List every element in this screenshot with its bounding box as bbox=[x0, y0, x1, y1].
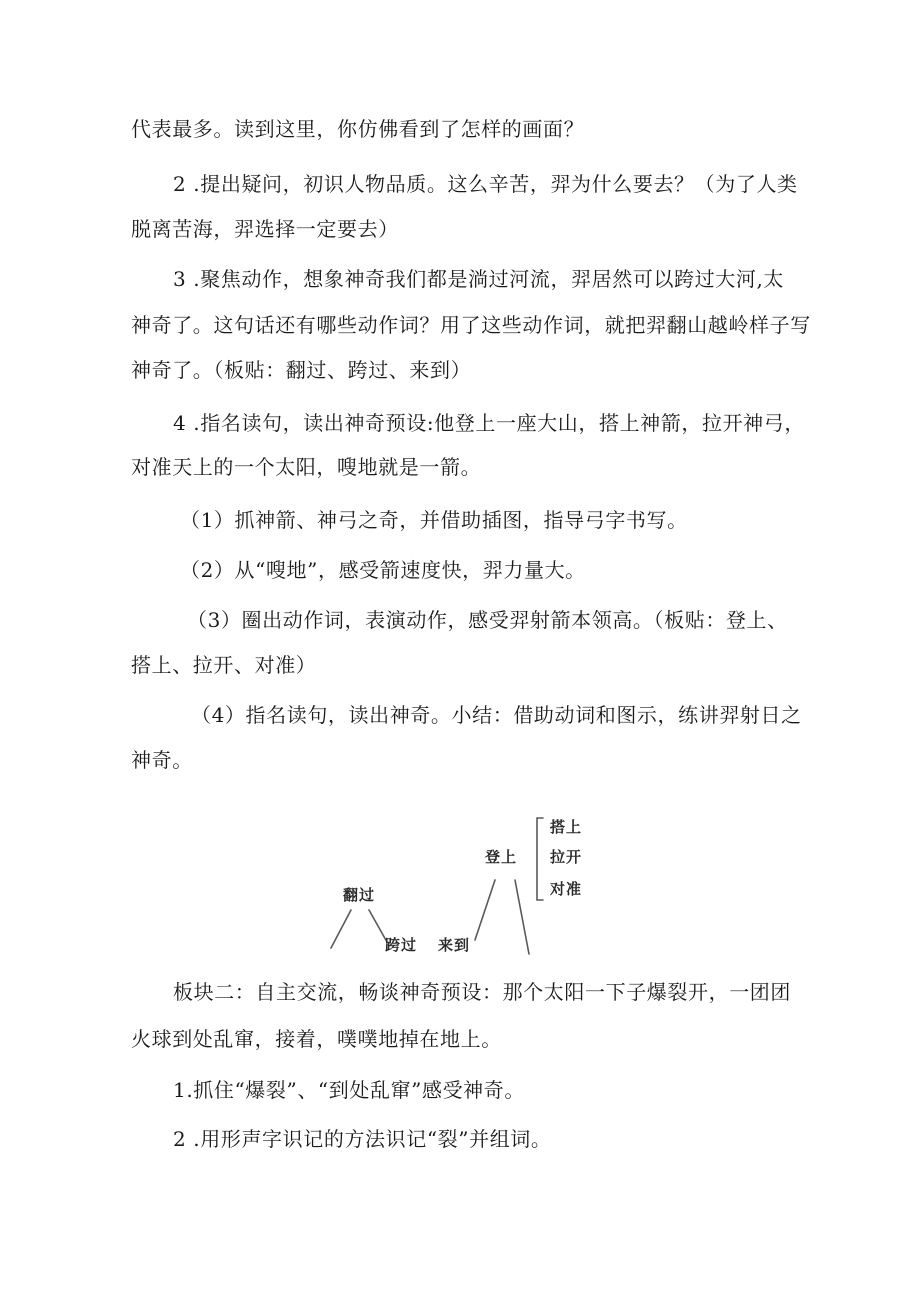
text-line-8: 对准天上的一个太阳，嗖地就是一箭。 bbox=[131, 455, 482, 479]
text-line-13: （4）指名读句，读出神奇。小结：借助动词和图示，练讲羿射日之 bbox=[191, 703, 802, 727]
diagram-label-duizhun: 对准 bbox=[550, 880, 583, 898]
text-line-14: 神奇。 bbox=[131, 748, 193, 772]
text-line-16: 火球到处乱窜，接着，噗噗地掉在地上。 bbox=[131, 1027, 502, 1051]
text-line-12: 搭上、拉开、对准） bbox=[131, 653, 317, 677]
diagram-stroke-left bbox=[331, 910, 351, 948]
board-diagram bbox=[325, 808, 605, 960]
text-line-10: （2）从“嗖地”，感受箭速度快，羿力量大。 bbox=[180, 558, 586, 582]
text-line-6: 神奇了。（板贴：翻过、跨过、来到） bbox=[131, 358, 472, 382]
diagram-label-kuaguo: 跨过 bbox=[385, 936, 418, 954]
text-line-1: 代表最多。读到这里，你仿佛看到了怎样的画面？ bbox=[131, 117, 585, 141]
diagram-label-laidao: 来到 bbox=[438, 936, 471, 954]
diagram-label-lakai: 拉开 bbox=[550, 848, 583, 866]
diagram-label-fanguo: 翻过 bbox=[343, 886, 376, 904]
text-line-9: （1）抓神箭、神弓之奇，并借助插图，指导弓字书写。 bbox=[180, 508, 688, 532]
diagram-bracket bbox=[537, 818, 543, 900]
text-line-5: 神奇了。这句话还有哪些动作词？用了这些动作词，就把羿翻山越岭样子写 bbox=[131, 313, 811, 337]
text-line-17: 1.抓住“爆裂”、“到处乱窜”感受神奇。 bbox=[173, 1078, 525, 1102]
text-line-3: 脱离苦海，羿选择一定要去） bbox=[131, 217, 399, 241]
text-line-4: 3 .聚焦动作，想象神奇我们都是淌过河流，羿居然可以跨过大河,太 bbox=[173, 267, 784, 291]
diagram-label-dengshang: 登上 bbox=[485, 848, 518, 866]
diagram-label-dashang: 搭上 bbox=[550, 818, 583, 836]
text-line-18: 2 .用形声字识记的方法识记“裂”并组词。 bbox=[173, 1127, 552, 1151]
text-line-15: 板块二：自主交流，畅谈神奇预设：那个太阳一下子爆裂开，一团团 bbox=[173, 980, 791, 1004]
diagram-stroke-laidao-up bbox=[475, 880, 495, 940]
text-line-2: 2 .提出疑问，初识人物品质。这么辛苦，羿为什么要去？（为了人类 bbox=[173, 172, 798, 196]
diagram-stroke-peak-right bbox=[515, 880, 529, 954]
text-line-11: （3）圈出动作词，表演动作，感受羿射箭本领高。（板贴：登上、 bbox=[187, 608, 788, 632]
text-line-7: 4 .指名读句，读出神奇预设:他登上一座大山，搭上神箭，拉开神弓， bbox=[173, 411, 805, 435]
